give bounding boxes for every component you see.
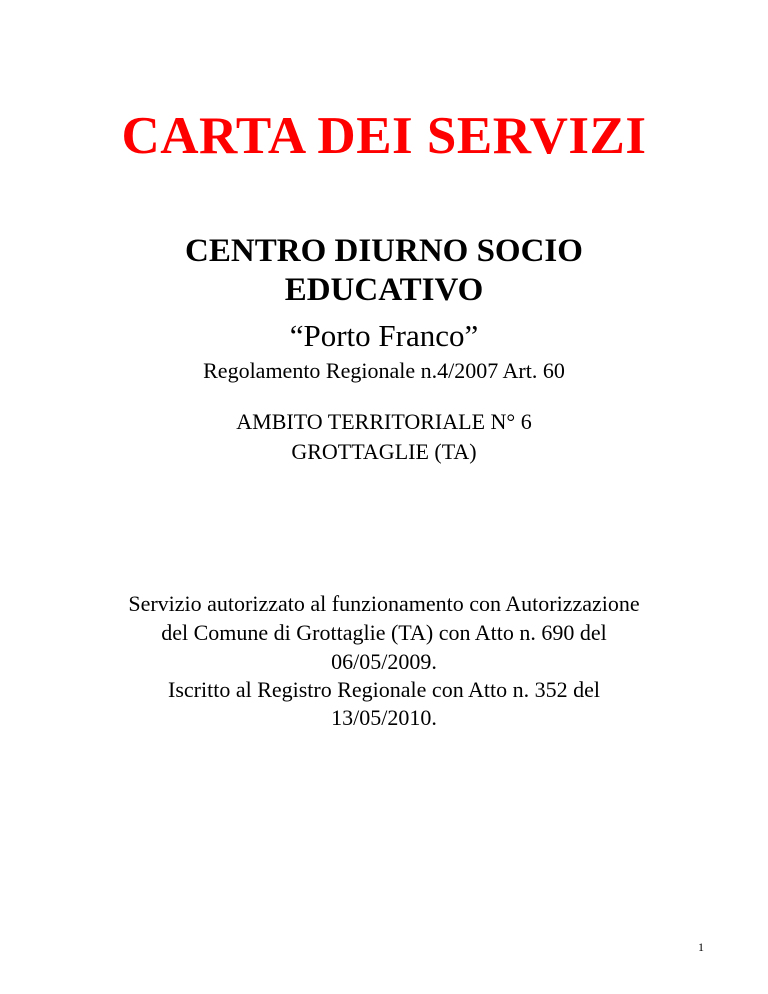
center-name: “Porto Franco” bbox=[289, 318, 479, 353]
page-number: 1 bbox=[698, 940, 704, 954]
authorization-line-4: Iscritto al Registro Regionale con Atto n. 352 del bbox=[168, 677, 600, 702]
regulation-reference: Regolamento Regionale n.4/2007 Art. 60 bbox=[203, 358, 565, 383]
authorization-line-1: Servizio autorizzato al funzionamento con Autorizzazione bbox=[128, 591, 640, 616]
subtitle-line-2: EDUCATIVO bbox=[284, 272, 484, 308]
ambito-line-2: GROTTAGLIE (TA) bbox=[291, 439, 477, 464]
authorization-line-3: 06/05/2009. bbox=[331, 649, 437, 674]
document-title: CARTA DEI SERVIZI bbox=[121, 107, 647, 165]
authorization-line-5: 13/05/2010. bbox=[331, 705, 437, 730]
authorization-line-2: del Comune di Grottaglie (TA) con Atto n. 690 del bbox=[161, 620, 607, 645]
subtitle-line-1: CENTRO DIURNO SOCIO bbox=[185, 233, 583, 269]
ambito-line-1: AMBITO TERRITORIALE N° 6 bbox=[236, 409, 532, 434]
